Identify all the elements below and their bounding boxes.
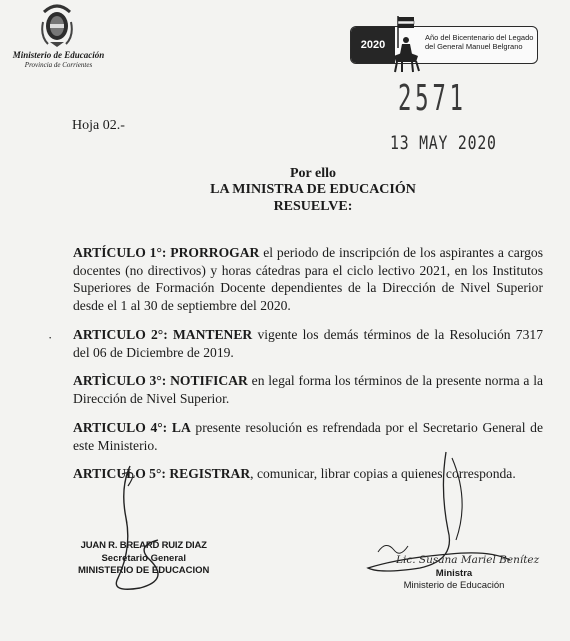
article-5-title: ARTICULO 5°: REGISTRAR — [73, 466, 251, 481]
article-1-title: ARTÍCULO 1°: PRORROGAR — [73, 245, 260, 260]
margin-dot: · — [48, 330, 53, 345]
coat-of-arms-icon — [40, 2, 74, 48]
article-4-title: ARTICULO 4°: LA — [73, 420, 191, 435]
heading-resuelve: RESUELVE: — [273, 199, 353, 214]
heading-ministra: LA MINISTRA DE EDUCACIÓN — [210, 182, 416, 197]
badge-text-line1: Año del Bicentenario del Legado — [425, 33, 534, 42]
ministry-header — [6, 51, 111, 69]
signer-right-handwritten-name: Lic. Susana Mariel Benítez — [396, 554, 540, 566]
heading-por-ello: Por ello — [289, 166, 336, 181]
page-label: Hoja 02.- — [72, 118, 125, 133]
ministry-name: Ministerio de Educación — [12, 50, 105, 60]
signer-left-org: MINISTERIO DE EDUCACION — [78, 565, 210, 576]
date-stamp: 13 MAY 2020 — [390, 132, 497, 154]
resolution-number-stamp: 2571 — [398, 78, 467, 119]
article-2-text: vigente los demás términos de la Resolución 7317 del 06 de Diciembre de 2019. — [73, 327, 543, 360]
province-name: Provincia de Corrientes — [24, 61, 93, 69]
signature-scribble-left — [80, 448, 240, 608]
article-5-text: , comunicar, librar copias a quienes corresponda. — [250, 466, 516, 481]
badge-text-line2: del General Manuel Belgrano — [425, 42, 523, 51]
article-1-text: el periodo de inscripción de los aspirantes a cargos docentes (no directivos) y horas cátedras para el ciclo lectivo 2021, en los Institutos Superiores de Formación Docente dependientes de la Dirección de Nivel Superior desde el 1 al 30 de septiembre del 2020. — [73, 245, 543, 313]
signer-left-role: Secretario General — [101, 552, 186, 564]
signature-block-left — [78, 540, 209, 578]
article-3-text: en legal forma los términos de la presente norma a la Dirección de Nivel Superior. — [73, 373, 544, 406]
signature-block-right — [384, 568, 524, 592]
article-4-text: presente resolución es refrendada por el Secretario General de este Ministerio. — [73, 420, 543, 453]
article-2-title: ARTICULO 2°: MANTENER — [73, 327, 253, 342]
badge-year: 2020 — [351, 27, 395, 63]
article-3 — [73, 372, 543, 407]
signer-right-org: Ministerio de Educación — [403, 580, 505, 591]
article-2 — [73, 326, 543, 361]
horseman-flag-icon — [388, 14, 424, 74]
badge-text — [425, 33, 535, 51]
signer-right-role: Ministra — [435, 568, 473, 579]
bicentenary-badge — [350, 26, 538, 64]
article-3-title: ARTÌCULO 3°: NOTIFICAR — [73, 373, 248, 388]
signer-left-name: JUAN R. BREARD RUIZ DIAZ — [80, 540, 207, 551]
article-1 — [73, 244, 543, 314]
